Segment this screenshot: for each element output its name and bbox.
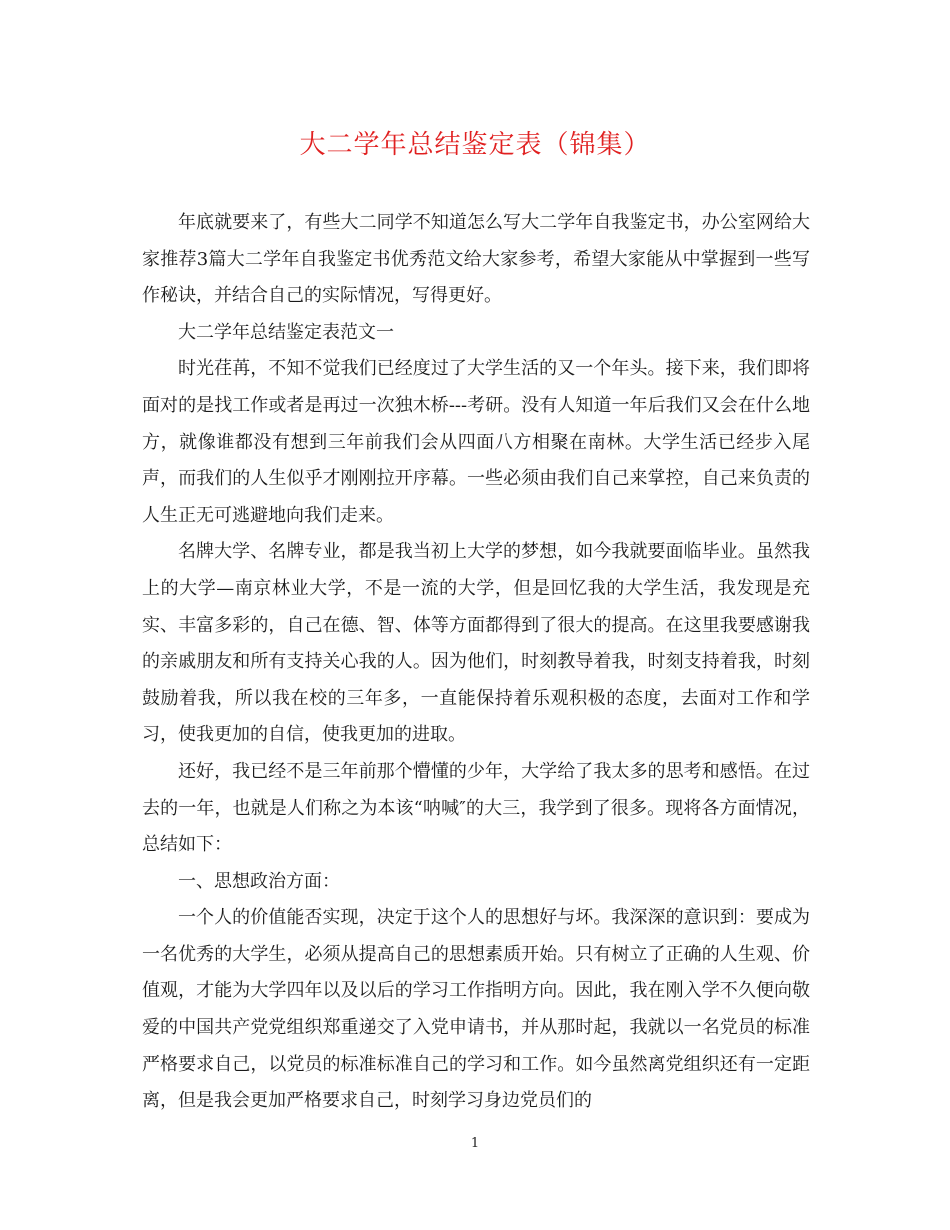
paragraph-body: 一个人的价值能否实现，决定于这个人的思想好与坏。我深深的意识到：要成为一名优秀的大学生，必须从提高自己的思想素质开始。只有树立了正确的人生观、价值观，才能为大学四年以及以后的学习工作指明方向。因此，我在刚入学不久便向敬爱的中国共产党党组织郑重递交了入党申请书，并从那时起，我就以一名党员的标准严格要求自己，以党员的标准标准自己的学习和工作。如今虽然离党组织还有一定距离，但是我会更加严格要求自己，时刻学习身边党员们的: [142, 907, 810, 1112]
paragraph-intro: 年底就要来了，有些大二同学不知道怎么写大二学年自我鉴定书，办公室网给大家推荐3篇大二学年自我鉴定书优秀范文给大家参考，希望大家能从中掌握到一些写作秘诀，并结合自己的实际情况，写得更好。: [142, 212, 810, 307]
paragraph-subheading: 一、思想政治方面：: [178, 870, 340, 892]
paragraph-body: 名牌大学、名牌专业，都是我当初上大学的梦想，如今我就要面临毕业。虽然我上的大学—南京林业大学，不是一流的大学，但是回忆我的大学生活，我发现是充实、丰富多彩的，自己在德、智、体等方面都得到了很大的提高。在这里我要感谢我的亲戚朋友和所有支持关心我的人。因为他们，时刻教导着我，时刻支持着我，时刻鼓励着我，所以我在校的三年多，一直能保持着乐观积极的态度，去面对工作和学习，使我更加的自信，使我更加的进取。: [142, 541, 810, 746]
paragraph-section-heading: 大二学年总结鉴定表范文一: [178, 321, 394, 343]
paragraph-body: 还好，我已经不是三年前那个懵懂的少年，大学给了我太多的思考和感悟。在过去的一年，也就是人们称之为本该“呐喊″的大三，我学到了很多。现将各方面情况，总结如下：: [142, 760, 810, 856]
document-title: 大二学年总结鉴定表（锦集）: [299, 130, 651, 160]
paragraph-body: 时光荏苒，不知不觉我们已经度过了大学生活的又一个年头。接下来，我们即将面对的是找工作或者是再过一次独木桥---考研。没有人知道一年后我们又会在什么地方，就像谁都没有想到三年前我们会从四面八方相聚在南林。大学生活已经步入尾声，而我们的人生似乎才刚刚拉开序幕。一些必须由我们自己来掌控，自己来负责的人生正无可逃避地向我们走来。: [142, 358, 810, 526]
document-body: [142, 205, 810, 1120]
page-number: 1: [470, 1136, 480, 1151]
